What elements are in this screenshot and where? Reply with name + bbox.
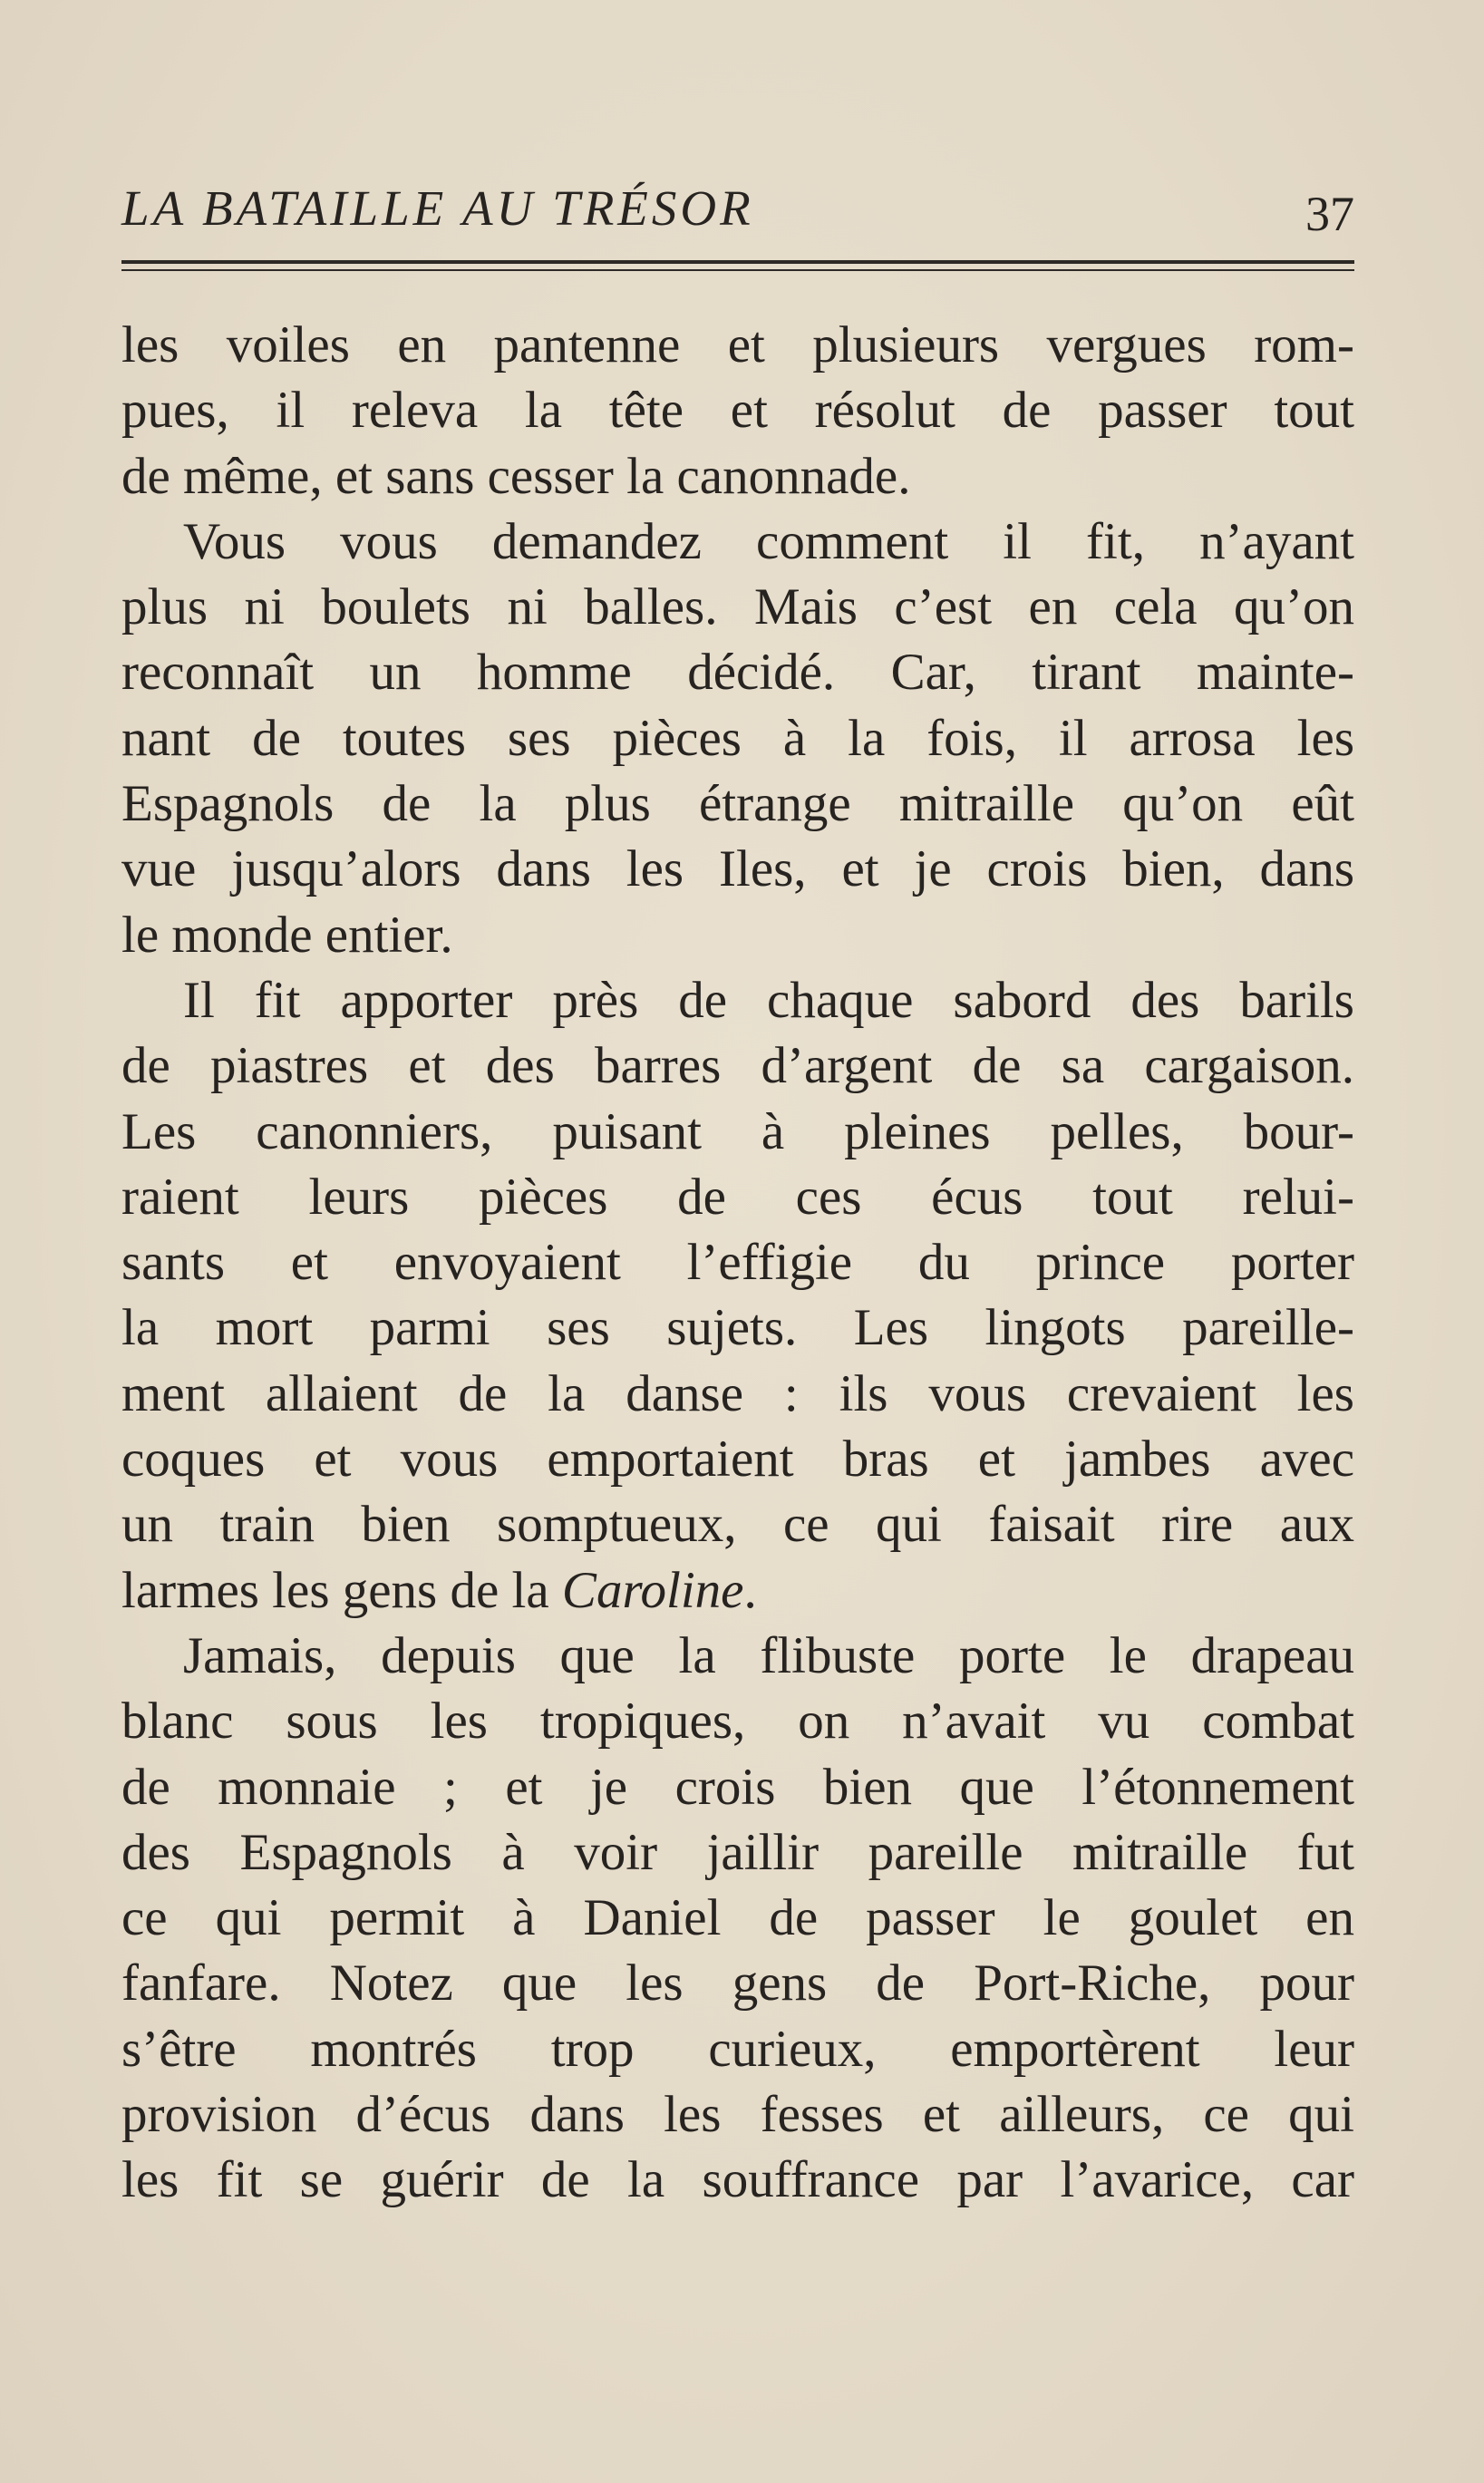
text-line: des Espagnols à voir jaillir pareille mitraille fut [121, 1823, 1354, 1881]
text-line: s’être montrés trop curieux, emportèrent leur [121, 2020, 1354, 2078]
text-line: Vous vous demandez comment il fit, n’ayant [183, 512, 1354, 570]
text-line: ment allaient de la danse : ils vous crevaient les [121, 1364, 1354, 1422]
text-line: un train bien somptueux, ce qui faisait rire aux [121, 1496, 1354, 1554]
text-line: larmes les gens de la [121, 1561, 549, 1619]
text-line: provision d’écus dans les fesses et ailleurs, ce qui [121, 2086, 1354, 2144]
page-number: 37 [1305, 187, 1354, 241]
text-line: coques et vous emportaient bras et jambes avec [121, 1431, 1354, 1489]
text-line-with-ship-name: larmes les gens de la Caroline. [121, 1561, 757, 1619]
text-line: Les canonniers, puisant à pleines pelles, bour- [121, 1102, 1354, 1160]
header-rule-thin [121, 269, 1354, 271]
text-line: de piastres et des barres d’argent de sa cargaison. [121, 1037, 1354, 1095]
text-line: Jamais, depuis que la flibuste porte le drapeau [183, 1626, 1354, 1684]
ship-name: Caroline [561, 1561, 744, 1619]
text-line: le monde entier. [121, 906, 453, 964]
text-line: fanfare. Notez que les gens de Port-Riche, pour [121, 1954, 1354, 2013]
text-line: sants et envoyaient l’effigie du prince porter [121, 1234, 1354, 1292]
text-line: Espagnols de la plus étrange mitraille qu’on eût [121, 775, 1354, 833]
text-line: ce qui permit à Daniel de passer le goulet en [121, 1889, 1354, 1947]
text-line: de même, et sans cesser la canonnade. [121, 447, 911, 505]
text-line: plus ni boulets ni balles. Mais c’est en cela qu’on [121, 578, 1354, 636]
text-line: la mort parmi ses sujets. Les lingots pareille- [121, 1299, 1354, 1357]
text-line: blanc sous les tropiques, on n’avait vu combat [121, 1693, 1354, 1751]
text-line: vue jusqu’alors dans les Iles, et je crois bien, dans [121, 840, 1354, 898]
running-head [121, 172, 1354, 245]
text-line: Il fit apporter près de chaque sabord des barils [183, 971, 1354, 1029]
text-line: pues, il releva la tête et résolut de passer tout [121, 382, 1354, 440]
header-rule-thick [121, 260, 1354, 264]
text-line: les fit se guérir de la souffrance par l’avarice, car [121, 2151, 1354, 2209]
running-title: LA BATAILLE AU TRÉSOR [121, 180, 754, 236]
text-line: raient leurs pièces de ces écus tout relui- [121, 1168, 1354, 1226]
text-line: les voiles en pantenne et plusieurs vergues rom- [121, 316, 1354, 373]
text-line: reconnaît un homme décidé. Car, tirant mainte- [121, 644, 1354, 702]
text-line: nant de toutes ses pièces à la fois, il arrosa les [121, 709, 1354, 767]
text-line: de monnaie ; et je crois bien que l’étonnement [121, 1758, 1354, 1816]
body-text [121, 313, 1354, 2214]
